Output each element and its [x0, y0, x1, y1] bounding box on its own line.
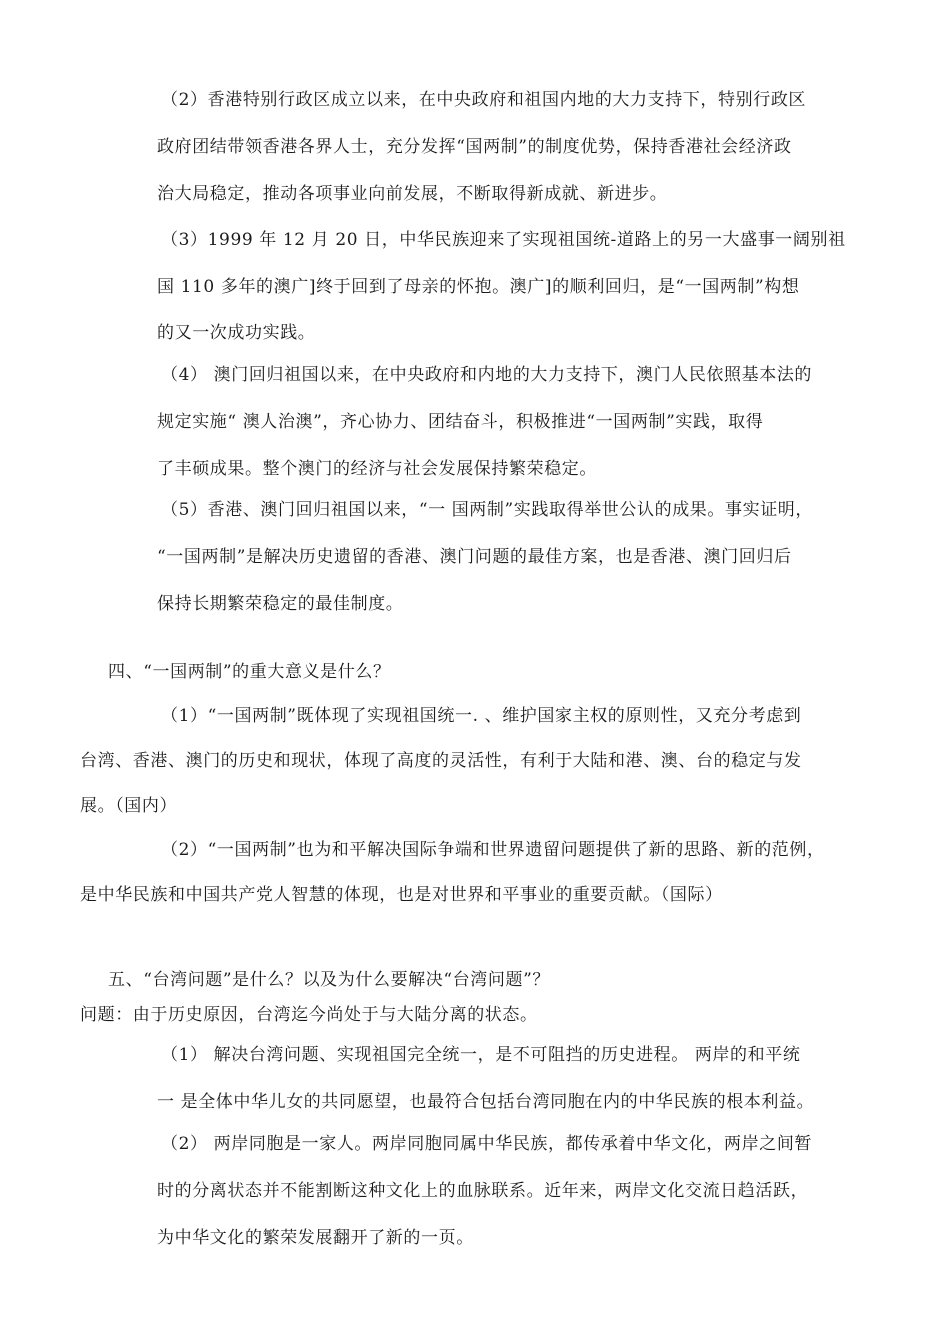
paragraph-line: （1） 解决台湾问题、实现祖国完全统一，是不可阻挡的历史进程。 两岸的和平统: [161, 1045, 801, 1065]
paragraph-line: 政府团结带领香港各界人士，充分发挥“国两制”的制度优势，保持香港社会经济政: [157, 137, 792, 157]
paragraph-line: （2） 两岸同胞是一家人。两岸同胞同属中华民族，都传承着中华文化，两岸之间暂: [161, 1134, 813, 1154]
paragraph-line: 时的分离状态并不能割断这种文化上的血脉联系。近年来，两岸文化交流日趋活跃，: [157, 1181, 809, 1201]
paragraph-line: （4） 澳门回归祖国以来，在中央政府和内地的大力支持下，澳门人民依照基本法的: [161, 365, 813, 385]
section-heading: 五、“台湾问题”是什么？以及为什么要解决“台湾问题”？: [108, 970, 550, 990]
paragraph-line: 是中华民族和中国共产党人智慧的体现，也是对世界和平事业的重要贡献。（国际）: [80, 885, 723, 905]
paragraph-line: 一 是全体中华儿女的共同愿望，也最符合包括台湾同胞在内的中华民族的根本利益。: [157, 1092, 815, 1112]
paragraph-line: （1）“一国两制”既体现了实现祖国统一. 、维护国家主权的原则性，又充分考虑到: [161, 706, 802, 726]
paragraph-line: 了丰硕成果。整个澳门的经济与社会发展保持繁荣稳定。: [157, 459, 597, 479]
paragraph-line: 的又一次成功实践。: [157, 323, 316, 343]
paragraph-line: 规定实施“ 澳人治澳”，齐心协力、团结奋斗，积极推进“一国两制”实践，取得: [157, 412, 764, 432]
paragraph-line: （5）香港、澳门回归祖国以来，“一 国两制”实践取得举世公认的成果。事实证明，: [161, 500, 813, 520]
paragraph-line: （3）1999 年 12 月 20 日，中华民族迎来了实现祖国统-道路上的另一大盛事一阔别祖: [161, 230, 846, 250]
paragraph-line: 问题：由于历史原因，台湾迄今尚处于与大陆分离的状态。: [80, 1005, 538, 1025]
paragraph-line: 国 110 多年的澳广]终于回到了母亲的怀抱。澳广]的顺利回归，是“一国两制”构想: [157, 277, 800, 297]
paragraph-line: “一国两制”是解决历史遗留的香港、澳门问题的最佳方案，也是香港、澳门回归后: [157, 547, 792, 567]
paragraph-line: （2）“一国两制”也为和平解决国际争端和世界遗留问题提供了新的思路、新的范例，: [161, 840, 825, 860]
paragraph-line: 为中华文化的繁荣发展翻开了新的一页。: [157, 1228, 474, 1248]
paragraph-line: 保持长期繁荣稳定的最佳制度。: [157, 594, 404, 614]
section-heading: 四、“一国两制”的重大意义是什么？: [108, 662, 391, 682]
paragraph-line: 台湾、香港、澳门的历史和现状，体现了高度的灵活性，有利于大陆和港、澳、台的稳定与发: [80, 751, 802, 771]
paragraph-line: （2）香港特别行政区成立以来，在中央政府和祖国内地的大力支持下，特别行政区: [161, 90, 807, 110]
paragraph-line: 展。（国内）: [80, 796, 178, 816]
paragraph-line: 治大局稳定，推动各项事业向前发展，不断取得新成就、新进步。: [157, 184, 668, 204]
